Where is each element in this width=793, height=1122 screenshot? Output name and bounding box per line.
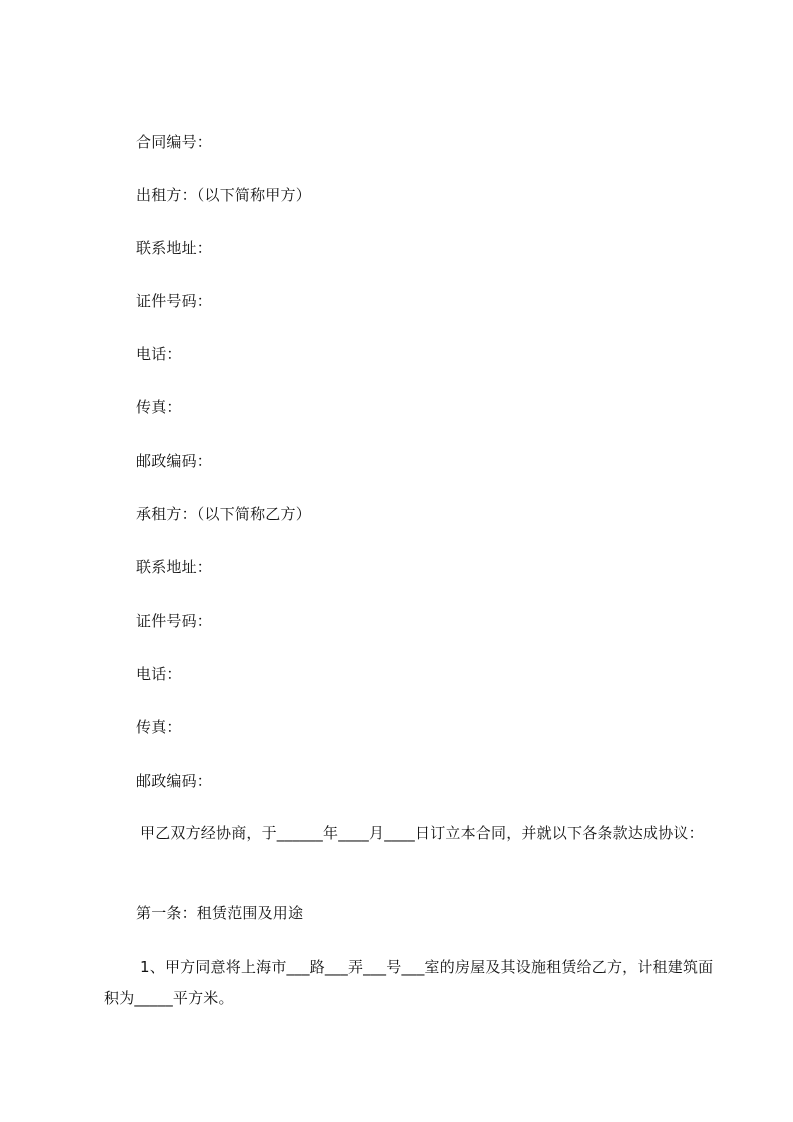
contract-number-field: 合同编号：	[136, 133, 213, 151]
lessee-postal-code-field: 邮政编码：	[136, 772, 213, 790]
lessee-fax-field: 传真：	[136, 718, 182, 736]
lessee-phone-field: 电话：	[136, 665, 182, 683]
lessee-address-field: 联系地址：	[136, 558, 213, 576]
lessor-address-field: 联系地址：	[136, 239, 213, 257]
lessor-id-number-field: 证件号码：	[136, 292, 213, 310]
intro-paragraph: 甲乙双方经协商，于______年____月____日订立本合同，并就以下各条款达成协议：	[140, 824, 704, 842]
lessor-postal-code-field: 邮政编码：	[136, 452, 213, 470]
lessee-field: 承租方：（以下简称乙方）	[136, 505, 311, 523]
lessor-field: 出租方：（以下简称甲方）	[136, 186, 311, 204]
article-1-clause-1: 1、甲方同意将上海市___路___弄___号___室的房屋及其设施租赁给乙方，计租建筑面积为_____平方米。	[104, 958, 714, 1007]
lessor-phone-field: 电话：	[136, 345, 182, 363]
lessee-id-number-field: 证件号码：	[136, 612, 213, 630]
lessor-fax-field: 传真：	[136, 398, 182, 416]
article-1-title: 第一条：租赁范围及用途	[136, 904, 304, 922]
